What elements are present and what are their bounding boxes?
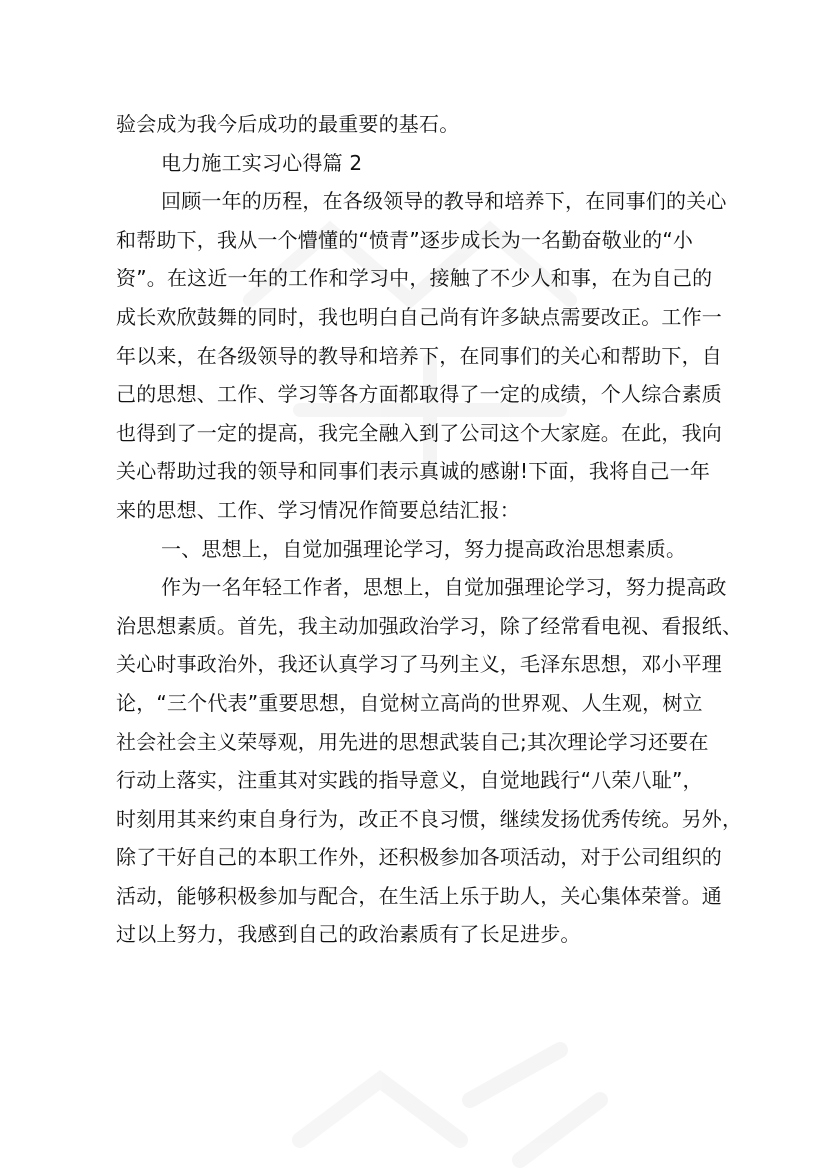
text-line: 电力施工实习心得篇 2 (161, 150, 363, 175)
text-line: 也得到了一定的提高，我完全融入到了公司这个大家庭。在此，我向 (116, 420, 722, 445)
text-line: 关心时事政治外，我还认真学习了马列主义，毛泽东思想，邓小平理 (116, 652, 722, 677)
paragraph-continuation (116, 105, 716, 144)
text-line: 己的思想、工作、学习等各方面都取得了一定的成绩，个人综合素质 (116, 382, 722, 407)
text-line: 行动上落实，注重其对实践的指导意义，自觉地践行“八荣八耻”， (116, 768, 703, 793)
text-line: 一、思想上，自觉加强理论学习，努力提高政治思想素质。 (161, 536, 687, 561)
body-text (116, 105, 743, 954)
text-line: 治思想素质。首先，我主动加强政治学习，除了经常看电视、看报纸、 (116, 613, 743, 638)
text-line: 回顾一年的历程，在各级领导的教导和培养下，在同事们的关心 (161, 189, 727, 214)
text-line: 和帮助下，我从一个懵懂的“愤青”逐步成长为一名勤奋敬业的“小 (116, 227, 694, 252)
text-line: 论，“三个代表”重要思想，自觉树立高尚的世界观、人生观，树立 (116, 690, 703, 715)
paragraph-review (116, 182, 727, 529)
text-line: 活动，能够积极参加与配合，在生活上乐于助人，关心集体荣誉。通 (116, 883, 722, 908)
text-line: 来的思想、工作、学习情况作简要总结汇报： (116, 497, 520, 522)
subheading-thought (116, 530, 716, 569)
text-line: 成长欢欣鼓舞的同时，我也明白自己尚有许多缺点需要改正。工作一 (116, 304, 722, 329)
text-line: 社会社会主义荣辱观，用先进的思想武装自己;其次理论学习还要在 (116, 729, 709, 754)
text-line: 年以来，在各级领导的教导和培养下，在同事们的关心和帮助下，自 (116, 343, 722, 368)
text-line: 关心帮助过我的领导和同事们表示真诚的感谢!下面，我将自己一年 (116, 459, 711, 484)
text-line: 除了干好自己的本职工作外，还积极参加各项活动，对于公司组织的 (116, 845, 722, 870)
text-line: 作为一名年轻工作者，思想上，自觉加强理论学习，努力提高政 (161, 575, 727, 600)
text-line: 时刻用其来约束自身行为，改正不良习惯，继续发扬优秀传统。另外， (116, 806, 743, 831)
section-title (116, 144, 716, 183)
text-line: 验会成为我今后成功的最重要的基石。 (116, 112, 460, 136)
text-line: 资”。在这近一年的工作和学习中，接触了不少人和事，在为自己的 (116, 266, 713, 291)
text-line: 过以上努力，我感到自己的政治素质有了长足进步。 (116, 922, 581, 947)
paragraph-thought (116, 568, 743, 954)
